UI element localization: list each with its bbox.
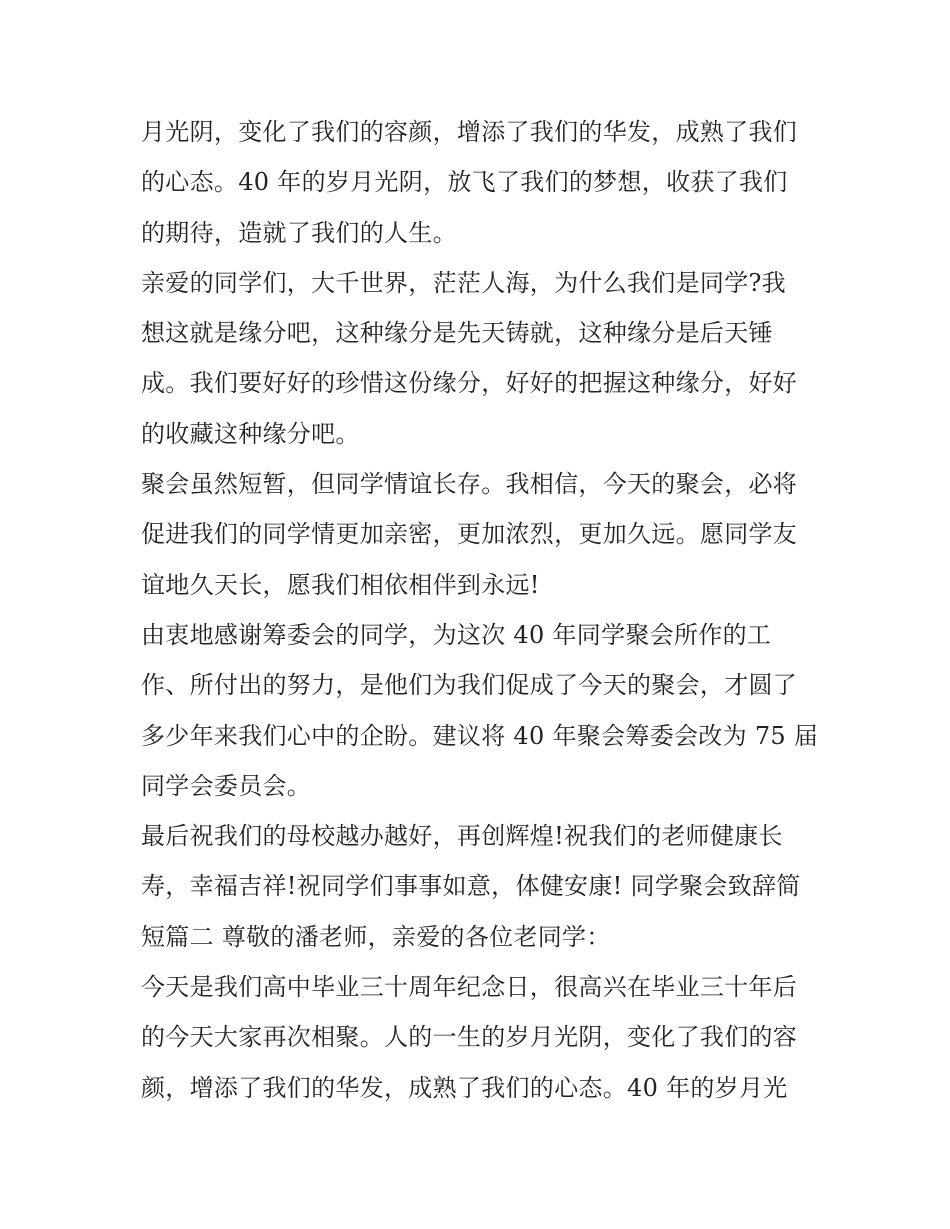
text-line: 最后祝我们的母校越办越好，再创辉煌!祝我们的老师健康长 [141,822,783,851]
text-line: 的今天大家再次相聚。人的一生的岁月光阴，变化了我们的容 [141,1023,798,1052]
text-line: 多少年来我们心中的企盼。建议将 40 年聚会筹委会改为 75 届 [141,721,819,750]
text-line: 短篇二 尊敬的潘老师，亲爱的各位老同学： [141,922,611,951]
text-line: 作、所付出的努力，是他们为我们促成了今天的聚会，才圆了 [141,671,798,700]
text-line: 促进我们的同学情更加亲密，更加浓烈，更加久远。愿同学友 [141,520,798,549]
text-line: 的心态。40 年的岁月光阴，放飞了我们的梦想，收获了我们 [141,168,788,197]
text-line: 同学会委员会。 [141,771,312,800]
text-line: 聚会虽然短暂，但同学情谊长存。我相信，今天的聚会，必将 [141,470,798,499]
text-line: 的收藏这种缘分吧。 [141,419,360,448]
text-line: 想这就是缘分吧，这种缘分是先天铸就，这种缘分是后天锤 [141,319,773,348]
text-line: 颜，增添了我们的华发，成熟了我们的心态。40 年的岁月光 [141,1073,788,1102]
document-body [141,107,821,1113]
text-line: 由衷地感谢筹委会的同学，为这次 40 年同学聚会所作的工 [141,620,772,649]
text-line: 今天是我们高中毕业三十周年纪念日，很高兴在毕业三十年后 [141,973,798,1002]
text-line: 亲爱的同学们，大千世界，茫茫人海，为什么我们是同学?我 [141,268,786,297]
text-line: 的期待，造就了我们的人生。 [141,218,457,247]
text-line: 月光阴，变化了我们的容颜，增添了我们的华发，成熟了我们 [141,118,798,146]
text-line: 谊地久天长，愿我们相依相伴到永远! [141,570,540,599]
text-line: 寿，幸福吉祥!祝同学们事事如意，体健安康! 同学聚会致辞简 [141,872,801,901]
text-line: 成。我们要好好的珍惜这份缘分，好好的把握这种缘分，好好 [141,369,798,398]
